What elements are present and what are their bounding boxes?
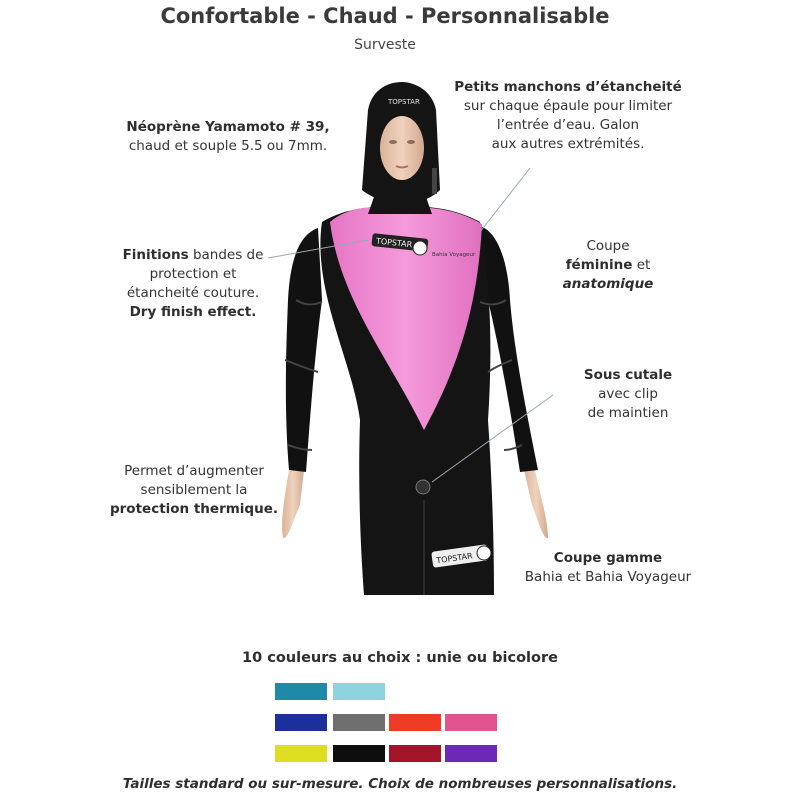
swatch-grey[interactable] <box>333 714 385 731</box>
swatch-pink[interactable] <box>445 714 497 731</box>
note-crotch-strap: Sous cutale avec clip de maintien <box>583 367 673 421</box>
note-neoprene: Néoprène Yamamoto # 39, chaud et souple 5.5 ou 7mm. <box>126 119 330 154</box>
face <box>380 116 424 180</box>
leg-logo: TOPSTAR <box>435 551 474 566</box>
page-title: Confortable - Chaud - Personnalisable <box>160 4 610 28</box>
crotch-clip <box>416 480 430 494</box>
note-seals: Petits manchons d’étancheité sur chaque épaule pour limiter l’entrée d’eau. Galon aux autres extrémités. <box>454 79 682 152</box>
note-finishes: Finitions bandes de protection et étancheité couture. Dry finish effect. <box>122 247 264 320</box>
swatch-purple[interactable] <box>445 745 497 762</box>
chest-logo: TOPSTAR <box>375 236 413 250</box>
hood-logo: TOPSTAR <box>388 98 420 106</box>
swatch-royal-blue[interactable] <box>275 714 327 731</box>
footer-note: Tailles standard ou sur-mesure. Choix de nombreuses personnalisations. <box>122 776 678 792</box>
swatch-red[interactable] <box>389 714 441 731</box>
chest-sublabel: Bahia Voyageur <box>432 252 476 258</box>
swatch-black[interactable] <box>333 745 385 762</box>
note-range: Coupe gamme Bahia et Bahia Voyageur <box>524 550 692 585</box>
colors-title: 10 couleurs au choix : unie ou bicolore <box>242 650 558 666</box>
swatch-dark-red[interactable] <box>389 745 441 762</box>
note-cut: Coupe féminine et anatomique <box>562 238 654 292</box>
swatch-teal-blue[interactable] <box>275 683 327 700</box>
note-thermal: Permet d’augmenter sensiblement la protection thermique. <box>109 463 278 517</box>
swatch-light-turquoise[interactable] <box>333 683 385 700</box>
page-subtitle: Surveste <box>354 37 416 53</box>
swatch-yellow[interactable] <box>275 745 327 762</box>
left-arm <box>286 228 322 472</box>
